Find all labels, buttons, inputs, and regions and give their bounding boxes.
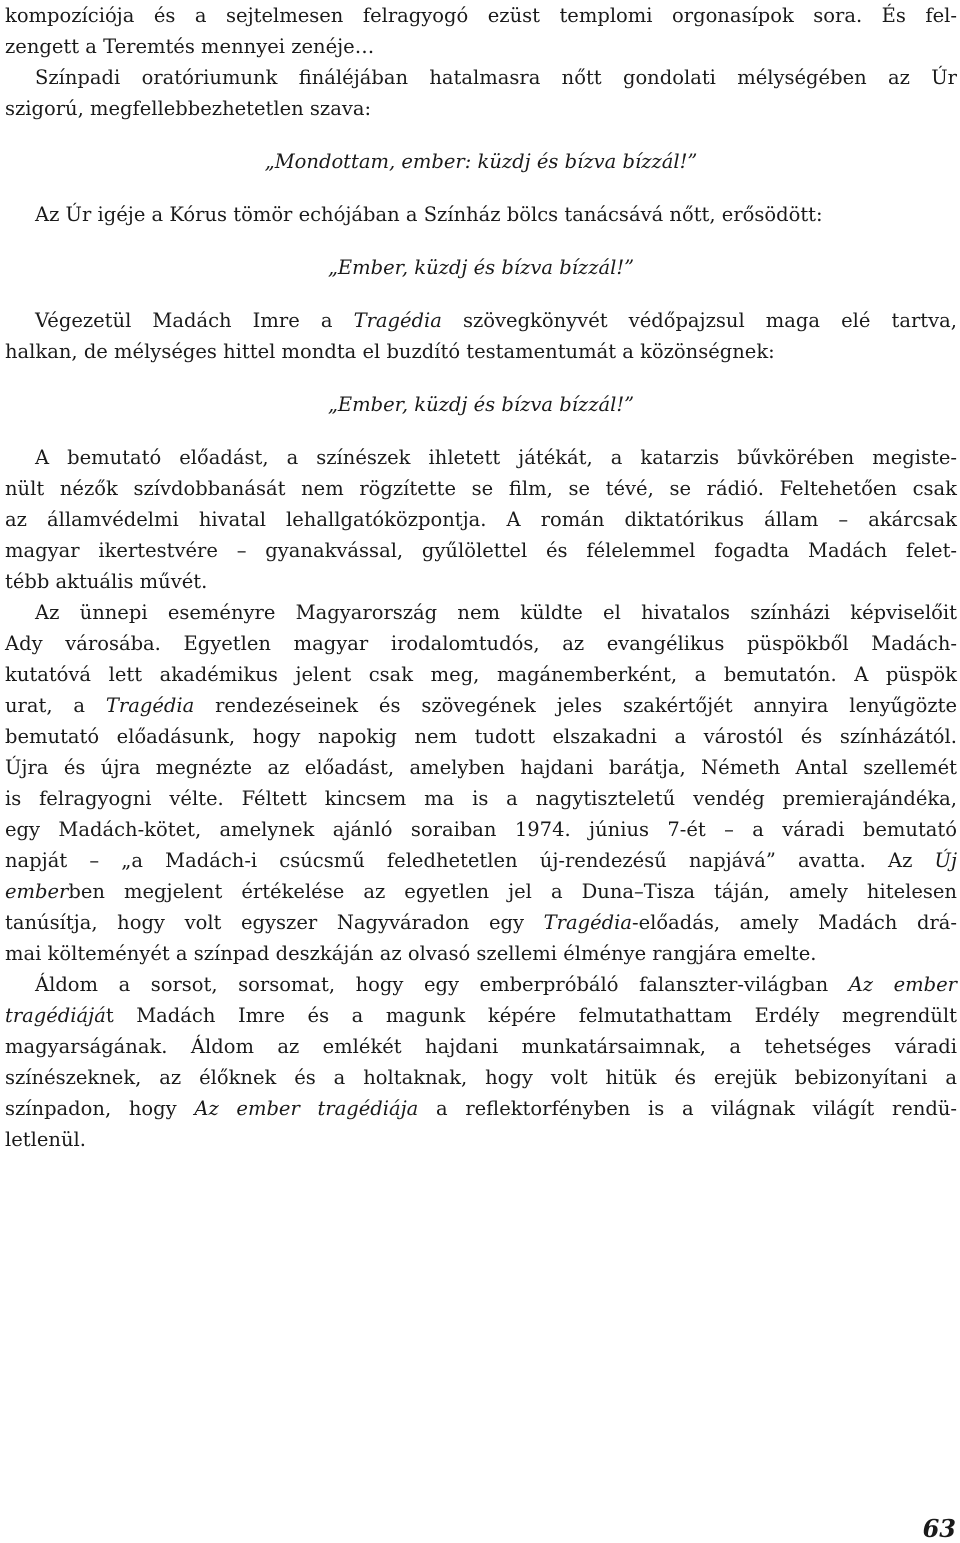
text-line: bemutató előadásunk, hogy napokig nem tudott elszakadni a várostól és színházától. [5, 725, 957, 748]
text-line [5, 876, 957, 907]
text-line: kompozíciója és a sejtelmesen felragyogó ezüst templomi orgonasípok sora. És fel- [5, 4, 957, 27]
italic-title: Tragédia [105, 694, 195, 717]
quote-line: „Ember, küzdj és bízva bízzál!” [327, 256, 635, 279]
text-line: halkan, de mélységes hittel mondta el buzdító testamentumát a közönségnek: [5, 340, 775, 363]
text-run: szövegkönyvét védőpajzsul maga elé tartva, [441, 309, 957, 332]
text-line [5, 690, 957, 721]
italic-title: Tragédia [543, 911, 632, 934]
text-run: ben megjelent értékelése az egyetlen jel a Duna–Tisza táján, amely hitelesen [68, 880, 957, 903]
text-run: a reflektorfényben is a világnak világít rendü- [418, 1097, 958, 1120]
page-number: 63 [922, 1514, 956, 1543]
quote-line: „Mondottam, ember: küzdj és bízva bízzál!” [264, 150, 698, 173]
text-line [5, 969, 957, 1000]
text-line: magyarságának. Áldom az emlékét hajdani munkatársaimnak, a tehetséges váradi [5, 1035, 957, 1058]
italic-title: Tragédia [353, 309, 442, 332]
text-line [5, 1000, 957, 1031]
text-run: Végezetül Madách Imre a [35, 309, 354, 332]
text-line [5, 845, 957, 876]
text-run: rendezéseinek és szövegének jeles szakértőjét annyira lenyűgözte [194, 694, 957, 717]
page-body [5, 0, 957, 1155]
text-run: -előadás, amely Madách drá- [631, 911, 957, 934]
italic-title: Az ember tragédiája [194, 1097, 419, 1120]
quote-line: „Ember, küzdj és bízva bízzál!” [327, 393, 635, 416]
italic-title: Az ember [848, 973, 957, 996]
text-line: Újra és újra megnézte az előadást, amelyben hajdani barátja, Németh Antal szellemét [5, 756, 957, 779]
text-line: az államvédelmi hivatal lehallgatóközpontja. A román diktatórikus állam – akárcsak [5, 508, 957, 531]
text-line: zengett a Teremtés mennyei zenéje… [5, 35, 375, 58]
text-run: t Madách Imre és a magunk képére felmutathattam Erdély megrendült [105, 1004, 957, 1027]
text-line: kutatóvá lett akadémikus jelent csak meg, magánemberként, a bemutatón. A püspök [5, 663, 957, 686]
italic-title: tragédiájá [5, 1004, 106, 1027]
italic-title: Új [934, 849, 957, 872]
text-line [5, 1093, 957, 1124]
text-line: A bemutató előadást, a színészek ihletett játékát, a katarzis bűvkörében megiste- [35, 446, 957, 469]
italic-title: ember [5, 880, 69, 903]
text-line: mai költeményét a színpad deszkáján az olvasó szellemi élménye rangjára emelte. [5, 942, 817, 965]
text-line: tébb aktuális művét. [5, 570, 208, 593]
text-run: Áldom a sorsot, sorsomat, hogy egy emberpróbáló falanszter-világban [35, 973, 849, 996]
text-line [5, 305, 957, 336]
text-line: Színpadi oratóriumunk fináléjában hatalmasra nőtt gondolati mélységében az Úr [35, 66, 957, 89]
text-line: Az Úr igéje a Kórus tömör echójában a Színház bölcs tanácsává nőtt, erősödött: [35, 203, 823, 226]
text-line: letlenül. [5, 1128, 86, 1151]
text-line: magyar ikertestvére – gyanakvással, gyűlölettel és félelemmel fogadta Madách felet- [5, 539, 957, 562]
text-line: Ady városába. Egyetlen magyar irodalomtudós, az evangélikus püspökből Madách- [5, 632, 957, 655]
text-run: napját – „a Madách-i csúcsmű feledhetetlen új-rendezésű napjává” avatta. Az [5, 849, 935, 872]
text-line: Az ünnepi eseményre Magyarország nem küldte el hivatalos színházi képviselőit [35, 601, 957, 624]
text-run: színpadon, hogy [5, 1097, 195, 1120]
text-run: urat, a [5, 694, 106, 717]
text-line: nült nézők szívdobbanását nem rögzítette se film, se tévé, se rádió. Feltehetően csak [5, 477, 957, 500]
text-line: is felragyogni vélte. Féltett kincsem ma is a nagytiszteletű vendég premierajándéka, [5, 787, 957, 810]
text-line: színészeknek, az élőknek és a holtaknak, hogy volt hitük és erejük bebizonyítani a [5, 1066, 957, 1089]
text-line: szigorú, megfellebbezhetetlen szava: [5, 97, 372, 120]
text-run: tanúsítja, hogy volt egyszer Nagyváradon egy [5, 911, 544, 934]
text-line [5, 907, 957, 938]
text-line: egy Madách-kötet, amelynek ajánló soraiban 1974. június 7-ét – a váradi bemutató [5, 818, 957, 841]
